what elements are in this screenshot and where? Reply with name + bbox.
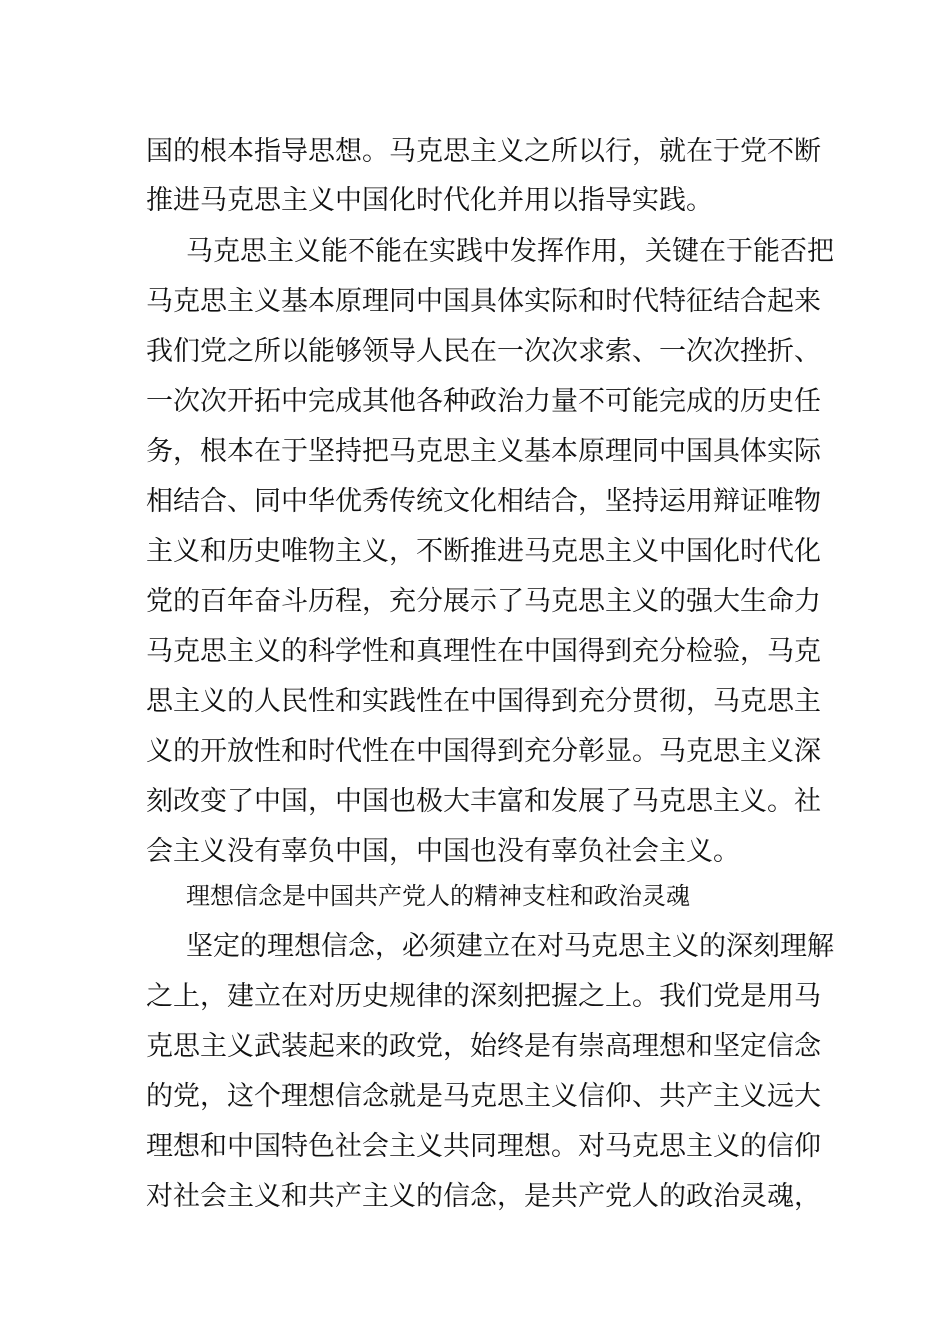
text-line: 相结合、同中华优秀传统文化相结合，坚持运用辩证唯物 [146, 486, 821, 517]
text-line: 坚定的理想信念，必须建立在对马克思主义的深刻理解 [186, 931, 834, 962]
text-line: 马克思主义的科学性和真理性在中国得到充分检验，马克 [146, 636, 821, 667]
text-line: 马克思主义基本原理同中国具体实际和时代特征结合起来 [146, 286, 821, 317]
text-line: 刻改变了中国，中国也极大丰富和发展了马克思主义。社 [146, 786, 821, 817]
text-line: 义的开放性和时代性在中国得到充分彰显。马克思主义深 [146, 736, 821, 767]
text-line: 思主义的人民性和实践性在中国得到充分贯彻，马克思主 [146, 686, 821, 717]
section-heading: 理想信念是中国共产党人的精神支柱和政治灵魂 [186, 882, 690, 910]
text-line: 务，根本在于坚持把马克思主义基本原理同中国具体实际 [146, 436, 821, 467]
text-line: 对社会主义和共产主义的信念，是共产党人的政治灵魂， [146, 1181, 821, 1212]
text-line: 马克思主义能不能在实践中发挥作用，关键在于能否把 [186, 236, 834, 267]
text-line: 会主义没有辜负中国，中国也没有辜负社会主义。 [146, 836, 740, 867]
text-line: 国的根本指导思想。马克思主义之所以行，就在于党不断 [146, 136, 821, 167]
text-line: 理想和中国特色社会主义共同理想。对马克思主义的信仰 [146, 1131, 821, 1162]
text-line: 一次次开拓中完成其他各种政治力量不可能完成的历史任 [146, 386, 821, 417]
text-line: 之上，建立在对历史规律的深刻把握之上。我们党是用马 [146, 981, 821, 1012]
text-line: 主义和历史唯物主义，不断推进马克思主义中国化时代化 [146, 536, 821, 567]
text-line: 我们党之所以能够领导人民在一次次求索、一次次挫折、 [146, 336, 821, 367]
text-line: 推进马克思主义中国化时代化并用以指导实践。 [146, 185, 713, 216]
text-line: 党的百年奋斗历程，充分展示了马克思主义的强大生命力 [146, 586, 821, 617]
text-line: 克思主义武装起来的政党，始终是有崇高理想和坚定信念 [146, 1031, 821, 1062]
text-line: 的党，这个理想信念就是马克思主义信仰、共产主义远大 [146, 1081, 821, 1112]
